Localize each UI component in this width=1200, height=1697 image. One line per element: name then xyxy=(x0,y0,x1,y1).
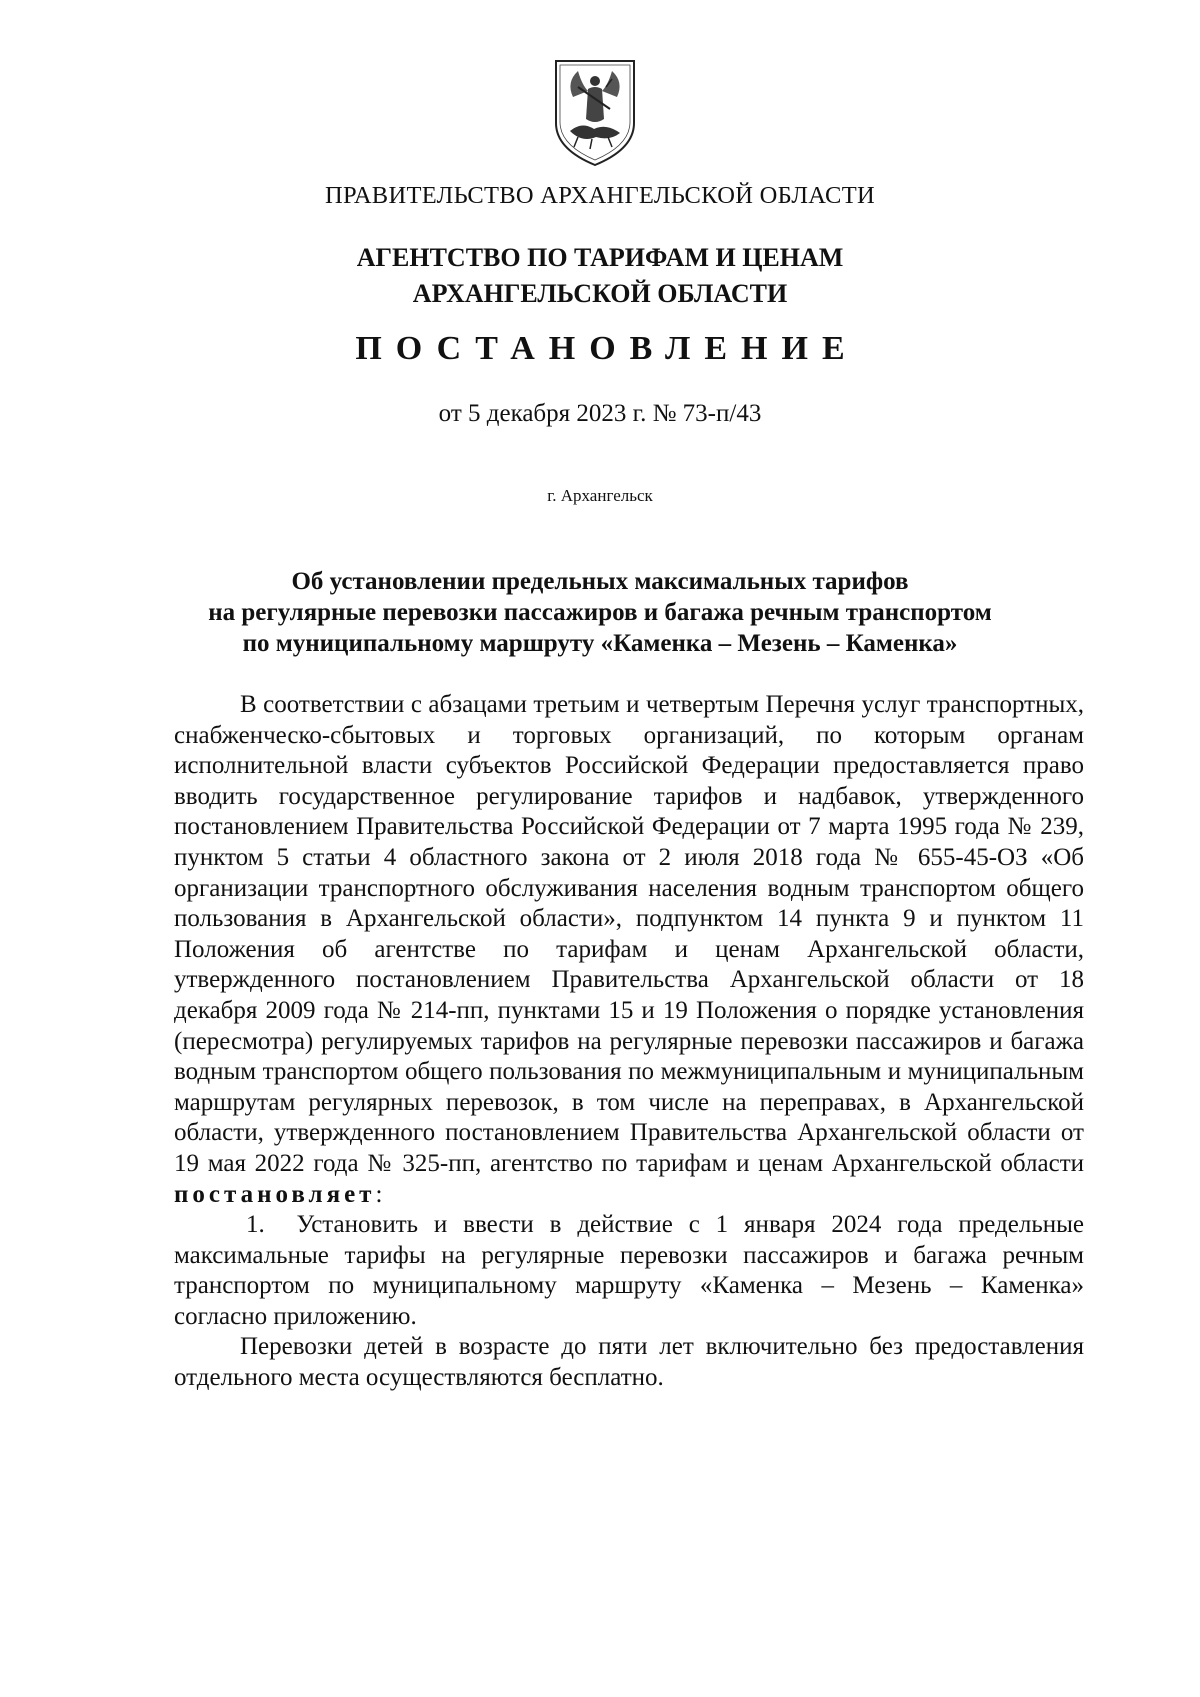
preamble-paragraph xyxy=(174,690,1084,1210)
agency-name-line1: АГЕНТСТВО ПО ТАРИФАМ И ЦЕНАМ xyxy=(356,243,844,272)
decree-subject xyxy=(0,566,1200,659)
agency-name xyxy=(0,240,1200,312)
subject-line1: Об установлении предельных максимальных тарифов xyxy=(291,568,909,595)
resolves-word: постановляет xyxy=(174,1180,376,1208)
decree-city: г. Архангельск xyxy=(547,486,653,505)
item-1-paragraph xyxy=(174,1210,1084,1332)
government-name: ПРАВИТЕЛЬСТВО АРХАНГЕЛЬСКОЙ ОБЛАСТИ xyxy=(325,182,875,209)
decree-body xyxy=(174,690,1084,1394)
subject-line2: на регулярные перевозки пассажиров и багажа речным транспортом xyxy=(208,599,992,626)
decree-date-number: от 5 декабря 2023 г. № 73-п/43 xyxy=(438,400,762,427)
agency-name-line2: АРХАНГЕЛЬСКОЙ ОБЛАСТИ xyxy=(412,279,788,308)
children-note-text: Перевозки детей в возрасте до пяти лет включительно без предоставления отдельного места осуществляются бесплатно. xyxy=(174,1333,1084,1392)
document-type: ПОСТАНОВЛЕНИЕ xyxy=(355,330,859,367)
children-note-paragraph xyxy=(174,1332,1084,1393)
item-1-number: 1. xyxy=(246,1211,265,1239)
item-1-text: Установить и ввести в действие с 1 января 2024 года предельные максимальные тарифы на регулярные перевозки пассажиров и багажа речным транспортом по муниципальному маршруту «Каменка – Мезень – Каменка» согласно приложению. xyxy=(174,1211,1084,1330)
subject-line3: по муниципальному маршруту «Каменка – Мезень – Каменка» xyxy=(242,630,958,657)
resolves-colon: : xyxy=(375,1180,383,1208)
preamble-text: В соответствии с абзацами третьим и четвертым Перечня услуг транспортных, снабженческо-сбытовых и торговых организаций, по которым органам исполнительной власти субъектов Российской Федерации предоставляется право вводить государственное регулирование тарифов и надбавок, утвержденного постановлением Правительства Российской Федерации от 7 марта 1995 года № 239, пунктом 5 статьи 4 областного закона от 2 июля 2018 года № 655-45-ОЗ «Об организации транспортного обслуживания населения водным транспортом общего пользования в Архангельской области», подпунктом 14 пункта 9 и пунктом 11 Положения об агентстве по тарифам и ценам Архангельской области, утвержденного постановлением Правительства Архангельской области от 18 декабря 2009 года № 214-пп, пунктами 15 и 19 Положения о порядке установления (пересмотра) регулируемых тарифов на регулярные перевозки пассажиров и багажа водным транспортом общего пользования по межмуниципальным и муниципальным маршрутам регулярных перевозок, в том числе на переправах, в Архангельской области, утвержденного постановлением Правительства Архангельской области от 19 мая 2022 года № 325-пп, агентство по тарифам и ценам Архангельской области xyxy=(174,691,1084,1177)
coat-of-arms-icon xyxy=(548,57,642,169)
